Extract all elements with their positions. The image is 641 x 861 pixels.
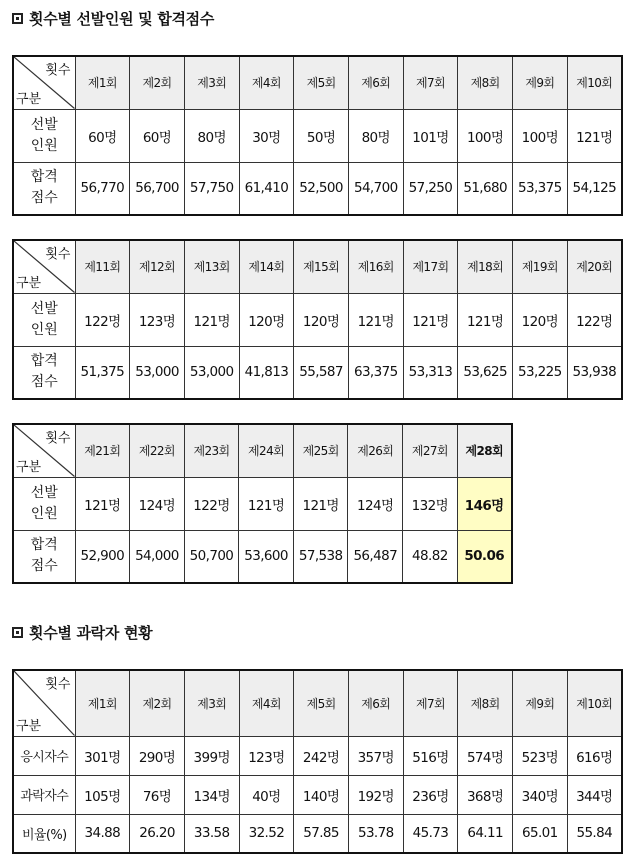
- data-cell: 48.82: [403, 530, 458, 583]
- round-header: 제2회: [130, 56, 185, 109]
- data-cell: 45.73: [403, 814, 458, 853]
- data-cell: 53,375: [513, 162, 568, 215]
- data-cell: 55.84: [567, 814, 622, 853]
- round-header: 제9회: [513, 670, 568, 736]
- corner-top-label: 횟수: [45, 677, 71, 692]
- round-header: 제8회: [458, 56, 513, 109]
- data-cell: 236명: [403, 775, 458, 814]
- round-header: 제16회: [348, 240, 403, 293]
- row-label: [13, 293, 75, 346]
- row-label-line: 선발: [30, 116, 58, 133]
- row-label: [13, 346, 75, 399]
- data-cell: 53,000: [130, 346, 185, 399]
- row-label-line: 합격: [30, 537, 58, 554]
- data-cell: 54,125: [567, 162, 622, 215]
- data-cell: 516명: [403, 736, 458, 775]
- data-cell: 121명: [567, 109, 622, 162]
- data-cell: 80명: [348, 109, 403, 162]
- data-cell: 65.01: [513, 814, 568, 853]
- data-cell: 192명: [348, 775, 403, 814]
- row-label: [13, 109, 75, 162]
- data-cell: 26.20: [130, 814, 185, 853]
- data-cell: 53,938: [567, 346, 622, 399]
- data-cell: 63,375: [348, 346, 403, 399]
- round-header: 제3회: [184, 56, 239, 109]
- corner-bottom-label: 구분: [16, 459, 42, 475]
- data-cell: 340명: [513, 775, 568, 814]
- data-cell: 56,700: [130, 162, 185, 215]
- round-header: 제7회: [403, 670, 458, 736]
- data-cell: 121명: [293, 477, 348, 530]
- row-label: [13, 477, 75, 530]
- data-cell: 290명: [130, 736, 185, 775]
- data-cell: 100명: [513, 109, 568, 162]
- section-title-text: 횟수별 과락자 현황: [29, 624, 153, 642]
- row-label: 과락자수: [13, 775, 75, 814]
- data-cell: 76명: [130, 775, 185, 814]
- corner-cell: [13, 424, 75, 477]
- data-cell: 616명: [567, 736, 622, 775]
- data-cell: 53,600: [239, 530, 294, 583]
- data-cell: 53,313: [403, 346, 458, 399]
- round-header: 제4회: [239, 670, 294, 736]
- section-title-selection: [12, 8, 214, 30]
- round-header: 제21회: [75, 424, 130, 477]
- data-cell: 50명: [294, 109, 349, 162]
- data-cell: 120명: [239, 293, 294, 346]
- data-cell: 523명: [513, 736, 568, 775]
- data-cell: 123명: [130, 293, 185, 346]
- data-cell: 55,587: [294, 346, 349, 399]
- data-cell: 121명: [458, 293, 513, 346]
- data-cell: 60명: [75, 109, 130, 162]
- round-header: 제15회: [294, 240, 349, 293]
- round-header: 제14회: [239, 240, 294, 293]
- round-header: 제3회: [184, 670, 239, 736]
- header-row: [13, 670, 622, 736]
- data-cell: 57.85: [294, 814, 349, 853]
- data-cell: 56,770: [75, 162, 130, 215]
- data-cell: 122명: [567, 293, 622, 346]
- data-cell: 124명: [130, 477, 185, 530]
- round-header: 제7회: [403, 56, 458, 109]
- corner-bottom-label: 구분: [16, 718, 42, 734]
- data-cell: 301명: [75, 736, 130, 775]
- round-header: 제1회: [75, 670, 130, 736]
- round-header: 제1회: [75, 56, 130, 109]
- round-header: 제23회: [184, 424, 239, 477]
- data-cell: 134명: [184, 775, 239, 814]
- data-cell: 33.58: [184, 814, 239, 853]
- selection-table-3: [12, 423, 513, 584]
- section-title-text: 횟수별 선발인원 및 합격점수: [29, 10, 215, 28]
- round-header: 제5회: [294, 56, 349, 109]
- table-row: [13, 530, 512, 583]
- table-row: [13, 775, 622, 814]
- data-cell: 140명: [294, 775, 349, 814]
- row-label-line: 합격: [30, 353, 58, 370]
- data-cell: 242명: [294, 736, 349, 775]
- row-label-line: 점수: [30, 190, 58, 207]
- data-cell: 52,900: [75, 530, 130, 583]
- round-header: 제26회: [348, 424, 403, 477]
- data-cell: 122명: [75, 293, 130, 346]
- round-header: 제5회: [294, 670, 349, 736]
- data-cell: 53,225: [513, 346, 568, 399]
- data-cell: 54,000: [130, 530, 185, 583]
- round-header: 제12회: [130, 240, 185, 293]
- row-label-line: 합격: [30, 169, 58, 186]
- table-row: [13, 293, 622, 346]
- section-title-failures: [12, 622, 152, 644]
- data-cell: 124명: [348, 477, 403, 530]
- data-cell: 122명: [184, 477, 239, 530]
- round-header: 제4회: [239, 56, 294, 109]
- round-header: 제8회: [458, 670, 513, 736]
- corner-cell: [13, 56, 75, 109]
- round-header: 제10회: [567, 670, 622, 736]
- round-header: 제13회: [184, 240, 239, 293]
- table-row: [13, 162, 622, 215]
- round-header: 제20회: [567, 240, 622, 293]
- data-cell: 52,500: [294, 162, 349, 215]
- corner-bottom-label: 구분: [16, 275, 42, 291]
- round-header-latest: 제28회: [457, 424, 512, 477]
- round-header: 제6회: [348, 56, 403, 109]
- data-cell: 101명: [403, 109, 458, 162]
- data-cell: 61,410: [239, 162, 294, 215]
- row-label-line: 인원: [30, 137, 58, 154]
- row-label: 응시자수: [13, 736, 75, 775]
- data-cell: 50,700: [184, 530, 239, 583]
- data-cell: 34.88: [75, 814, 130, 853]
- highlighted-cell: 146명: [457, 477, 512, 530]
- data-cell: 120명: [294, 293, 349, 346]
- round-header: 제11회: [75, 240, 130, 293]
- data-cell: 344명: [567, 775, 622, 814]
- data-cell: 41,813: [239, 346, 294, 399]
- round-header: 제10회: [567, 56, 622, 109]
- table-row: [13, 109, 622, 162]
- data-cell: 60명: [130, 109, 185, 162]
- header-row: [13, 424, 512, 477]
- row-label: 비율(%): [13, 814, 75, 853]
- data-cell: 132명: [403, 477, 458, 530]
- data-cell: 30명: [239, 109, 294, 162]
- data-cell: 368명: [458, 775, 513, 814]
- table-row: [13, 346, 622, 399]
- data-cell: 53,000: [184, 346, 239, 399]
- row-label: [13, 530, 75, 583]
- round-header: 제19회: [513, 240, 568, 293]
- data-cell: 57,250: [403, 162, 458, 215]
- data-cell: 120명: [513, 293, 568, 346]
- corner-cell: [13, 240, 75, 293]
- data-cell: 51,680: [458, 162, 513, 215]
- corner-top-label: 횟수: [45, 247, 71, 262]
- data-cell: 54,700: [348, 162, 403, 215]
- data-cell: 53.78: [348, 814, 403, 853]
- round-header: 제18회: [458, 240, 513, 293]
- header-row: [13, 56, 622, 109]
- data-cell: 57,750: [184, 162, 239, 215]
- data-cell: 40명: [239, 775, 294, 814]
- data-cell: 105명: [75, 775, 130, 814]
- corner-top-label: 횟수: [45, 63, 71, 78]
- round-header: 제6회: [348, 670, 403, 736]
- selection-table-2: [12, 239, 623, 400]
- data-cell: 32.52: [239, 814, 294, 853]
- data-cell: 57,538: [293, 530, 348, 583]
- row-label-line: 선발: [30, 484, 58, 501]
- data-cell: 80명: [184, 109, 239, 162]
- row-label: [13, 162, 75, 215]
- header-row: [13, 240, 622, 293]
- square-bullet-icon: [12, 13, 23, 24]
- row-label-line: 인원: [30, 321, 58, 338]
- corner-cell: [13, 670, 75, 736]
- data-cell: 121명: [75, 477, 130, 530]
- round-header: 제17회: [403, 240, 458, 293]
- failure-table: [12, 669, 623, 854]
- row-label-line: 점수: [30, 374, 58, 391]
- data-cell: 53,625: [458, 346, 513, 399]
- selection-table-1: [12, 55, 623, 216]
- data-cell: 51,375: [75, 346, 130, 399]
- table-row: [13, 736, 622, 775]
- row-label-line: 선발: [30, 300, 58, 317]
- round-header: 제24회: [239, 424, 294, 477]
- data-cell: 121명: [403, 293, 458, 346]
- data-cell: 574명: [458, 736, 513, 775]
- table-row: [13, 814, 622, 853]
- round-header: 제22회: [130, 424, 185, 477]
- data-cell: 121명: [239, 477, 294, 530]
- round-header: 제25회: [293, 424, 348, 477]
- corner-top-label: 횟수: [45, 431, 71, 446]
- round-header: 제9회: [513, 56, 568, 109]
- row-label-line: 인원: [30, 505, 58, 522]
- data-cell: 357명: [348, 736, 403, 775]
- row-label-line: 점수: [30, 558, 58, 575]
- data-cell: 399명: [184, 736, 239, 775]
- round-header: 제2회: [130, 670, 185, 736]
- data-cell: 64.11: [458, 814, 513, 853]
- round-header: 제27회: [403, 424, 458, 477]
- data-cell: 56,487: [348, 530, 403, 583]
- data-cell: 121명: [184, 293, 239, 346]
- highlighted-cell: 50.06: [457, 530, 512, 583]
- corner-bottom-label: 구분: [16, 91, 42, 107]
- square-bullet-icon: [12, 627, 23, 638]
- table-row: [13, 477, 512, 530]
- data-cell: 121명: [348, 293, 403, 346]
- data-cell: 123명: [239, 736, 294, 775]
- data-cell: 100명: [458, 109, 513, 162]
